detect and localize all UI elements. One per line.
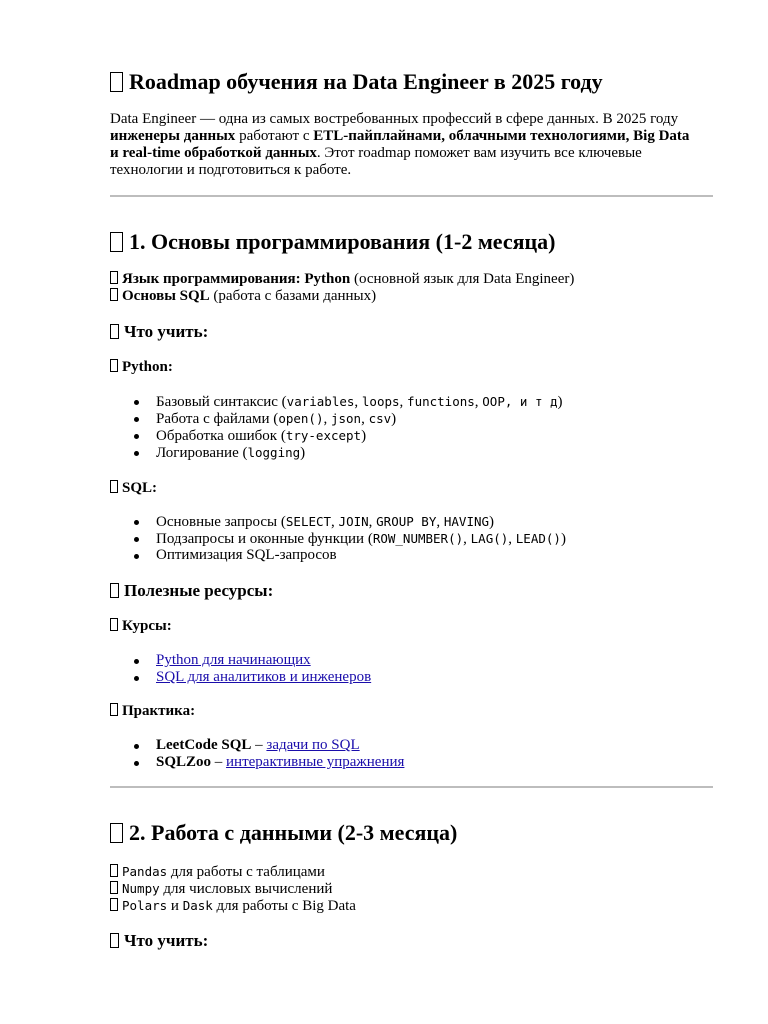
resources-heading: Полезные ресурсы:	[110, 581, 273, 601]
courses-subheading: Курсы:	[110, 617, 172, 635]
emoji-placeholder-box-icon	[110, 898, 118, 911]
document-title: Roadmap обучения на Data Engineer в 2025 году	[110, 68, 603, 96]
emoji-placeholder-box-icon	[110, 823, 123, 843]
courses-list	[110, 652, 371, 686]
sql-course-link[interactable]: SQL для аналитиков и инженеров	[156, 669, 372, 685]
list-item: Работа с файлами (open(), json, csv)	[156, 410, 563, 427]
section-divider	[110, 786, 713, 788]
emoji-placeholder-box-icon	[110, 618, 118, 631]
section-divider	[110, 195, 713, 197]
emoji-placeholder-box-icon	[110, 864, 118, 877]
practice-list	[110, 737, 404, 771]
section-1-summary: Язык программирования: Python (основной язык для Data Engineer) Основы SQL (работа с базами данных)	[110, 271, 713, 305]
emoji-placeholder-box-icon	[110, 324, 119, 339]
emoji-placeholder-box-icon	[110, 288, 118, 301]
emoji-placeholder-box-icon	[110, 271, 118, 284]
sql-subheading: SQL:	[110, 479, 157, 497]
list-item	[156, 652, 371, 669]
emoji-placeholder-box-icon	[110, 72, 123, 92]
emoji-placeholder-box-icon	[110, 933, 119, 948]
emoji-placeholder-box-icon	[110, 583, 119, 598]
list-item: Подзапросы и оконные функции (ROW_NUMBER(), LAG(), LEAD())	[156, 531, 566, 547]
list-item: Базовый синтаксис (variables, loops, functions, OOP, и т д)	[156, 394, 563, 410]
python-subheading: Python:	[110, 358, 173, 376]
list-item: Оптимизация SQL-запросов	[156, 547, 566, 564]
list-item: Основные запросы (SELECT, JOIN, GROUP BY, HAVING)	[156, 513, 566, 530]
list-item: SQLZoo – интерактивные упражнения	[156, 754, 405, 770]
emoji-placeholder-box-icon	[110, 232, 123, 252]
emoji-placeholder-box-icon	[110, 480, 118, 493]
what-to-learn-heading: Что учить:	[110, 322, 208, 342]
emoji-placeholder-box-icon	[110, 881, 118, 894]
list-item: Логирование (logging)	[156, 444, 563, 461]
section-2-summary: Pandas для работы с таблицами Numpy для числовых вычислений Polars и Dask для работы с Big Data	[110, 863, 713, 914]
section-2-heading: 2. Работа с данными (2-3 месяца)	[110, 819, 457, 847]
emoji-placeholder-box-icon	[110, 359, 118, 372]
what-to-learn-heading-2: Что учить:	[110, 931, 208, 951]
python-course-link[interactable]: Python для начинающих	[156, 652, 311, 668]
leetcode-sql-link[interactable]: задачи по SQL	[266, 737, 360, 753]
list-item: Обработка ошибок (try-except)	[156, 427, 563, 444]
emoji-placeholder-box-icon	[110, 703, 118, 716]
practice-subheading: Практика:	[110, 702, 195, 720]
sqlzoo-link[interactable]: интерактивные упражнения	[226, 754, 405, 770]
section-1-heading: 1. Основы программирования (1-2 месяца)	[110, 228, 556, 256]
sql-topics-list	[110, 513, 566, 564]
list-item: LeetCode SQL – задачи по SQL	[156, 737, 404, 754]
list-item	[156, 669, 371, 686]
intro-paragraph: Data Engineer — одна из самых востребованных профессий в сфере данных. В 2025 году инженеры данных работают с ETL-пайплайнами, облачными технологиями, Big Data и real-time обработкой данных. Этот roadmap поможет вам изучить все ключевые технологии и подготовиться к работе.	[110, 111, 690, 178]
python-topics-list	[110, 393, 563, 461]
